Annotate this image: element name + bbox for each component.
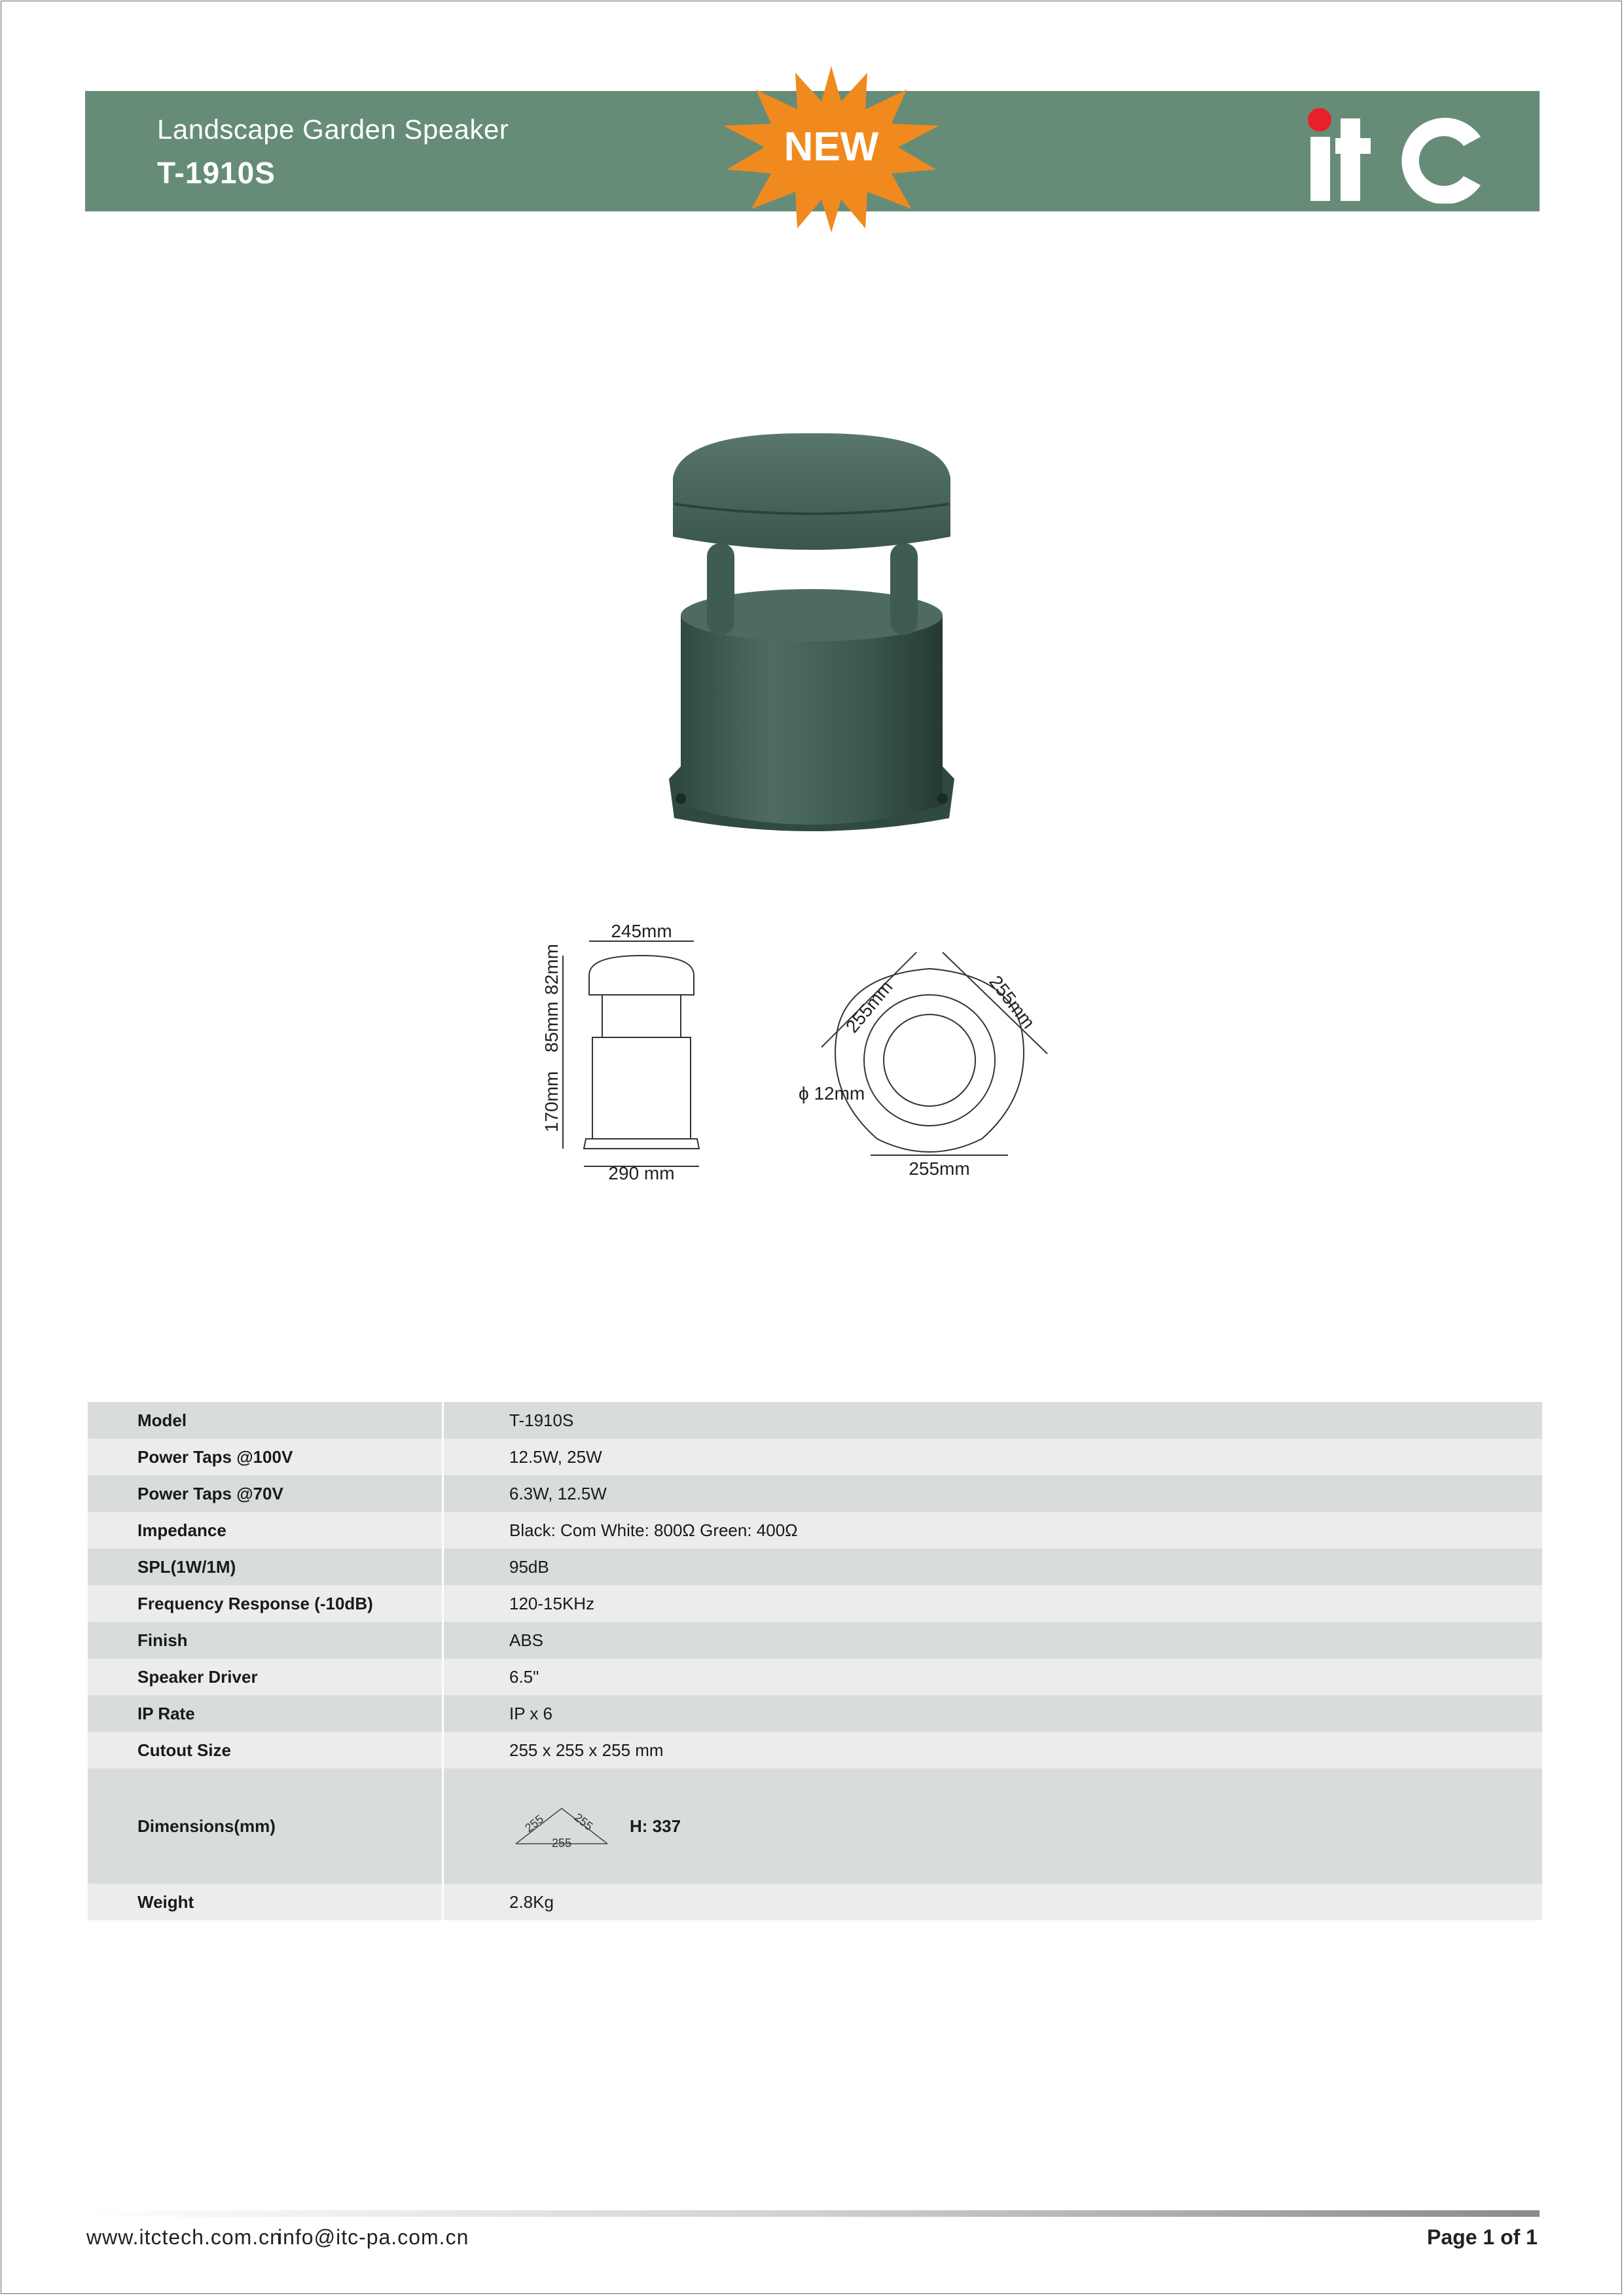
dim-bottom-edge: 255mm xyxy=(909,1158,970,1178)
product-model-title: T-1910S xyxy=(157,156,276,190)
spec-row-dimensions xyxy=(88,1768,1542,1884)
product-category-title: Landscape Garden Speaker xyxy=(157,114,509,145)
spec-label: IP Rate xyxy=(88,1695,443,1732)
spec-label: Speaker Driver xyxy=(88,1659,443,1695)
dim-height-top: 82mm xyxy=(541,944,562,995)
logo-t-stem xyxy=(1341,118,1360,201)
spec-value: 120-15KHz xyxy=(443,1585,1543,1622)
dim-height-bottom: 170mm xyxy=(541,1071,562,1132)
spec-label: Frequency Response (-10dB) xyxy=(88,1585,443,1622)
side-body-outline xyxy=(592,1037,691,1139)
dim-base-width: 290 mm xyxy=(608,1163,675,1183)
spec-value: T-1910S xyxy=(443,1402,1543,1439)
spec-label: Impedance xyxy=(88,1512,443,1549)
mini-label-bottom: 255 xyxy=(551,1837,572,1850)
product-photo xyxy=(655,425,969,864)
dim-top-width: 245mm xyxy=(611,923,672,941)
top-view-drawing xyxy=(792,929,1067,1178)
logo-t-bar xyxy=(1335,138,1371,154)
footer-divider xyxy=(85,2210,1540,2217)
dim-hole: ϕ 12mm xyxy=(799,1083,865,1103)
spec-row-model xyxy=(88,1402,1542,1439)
spec-label: Cutout Size xyxy=(88,1732,443,1768)
spec-row-frequency xyxy=(88,1585,1542,1622)
spec-label: Dimensions(mm) xyxy=(88,1768,443,1884)
dim-left-edge: 255mm xyxy=(841,977,897,1037)
mini-triangle-diagram xyxy=(509,1797,621,1856)
dim-height-mid: 85mm xyxy=(541,1001,562,1052)
logo-i-stem xyxy=(1310,137,1330,201)
spec-label: Finish xyxy=(88,1622,443,1659)
spec-row-driver xyxy=(88,1659,1542,1695)
dimensions-cell xyxy=(509,1797,1542,1856)
spec-row-power-70v xyxy=(88,1475,1542,1512)
logo-c-shape xyxy=(1401,118,1481,204)
spec-row-power-100v xyxy=(88,1439,1542,1475)
mini-label-left: 255 xyxy=(522,1812,547,1835)
spec-value: 2.8Kg xyxy=(443,1884,1543,1920)
spec-row-cutout xyxy=(88,1732,1542,1768)
spec-value: Black: Com White: 800Ω Green: 400Ω xyxy=(443,1512,1543,1549)
spec-label: Model xyxy=(88,1402,443,1439)
speaker-cap xyxy=(673,433,950,550)
spec-label: SPL(1W/1M) xyxy=(88,1549,443,1585)
spec-row-weight xyxy=(88,1884,1542,1920)
speaker-pillar-right xyxy=(890,543,918,635)
new-badge-text: NEW xyxy=(784,124,879,170)
spec-value: 12.5W, 25W xyxy=(443,1439,1543,1475)
spec-row-spl xyxy=(88,1549,1542,1585)
spec-value: 6.5" xyxy=(443,1659,1543,1695)
logo-red-dot xyxy=(1308,108,1331,132)
side-view-drawing xyxy=(537,923,746,1185)
itc-logo xyxy=(1303,105,1486,204)
spec-row-ip-rate xyxy=(88,1695,1542,1732)
footer-website-link[interactable]: www.itctech.com.cn xyxy=(86,2225,282,2249)
spec-table xyxy=(88,1402,1542,1920)
spec-value: IP x 6 xyxy=(443,1695,1543,1732)
spec-row-impedance xyxy=(88,1512,1542,1549)
header-band xyxy=(85,91,1540,211)
dim-right-edge: 255mm xyxy=(985,971,1039,1033)
spec-value: 95dB xyxy=(443,1549,1543,1585)
spec-row-finish xyxy=(88,1622,1542,1659)
spec-label: Power Taps @100V xyxy=(88,1439,443,1475)
new-badge xyxy=(720,63,943,234)
spec-value xyxy=(443,1768,1543,1884)
page-number: Page 1 of 1 xyxy=(1427,2225,1538,2249)
spec-value: ABS xyxy=(443,1622,1543,1659)
side-cap-outline xyxy=(589,956,694,995)
spec-value: 255 x 255 x 255 mm xyxy=(443,1732,1543,1768)
mini-label-right: 255 xyxy=(571,1810,596,1833)
side-base-outline xyxy=(584,1139,699,1149)
top-center-circle xyxy=(884,1014,975,1106)
speaker-screw-hole-right xyxy=(937,793,948,804)
dim-line-right xyxy=(943,952,1047,1054)
spec-label: Power Taps @70V xyxy=(88,1475,443,1512)
footer-email-link[interactable]: info@itc-pa.com.cn xyxy=(278,2225,469,2249)
speaker-pillar-left xyxy=(707,543,734,635)
speaker-screw-hole-left xyxy=(676,793,686,804)
spec-value: 6.3W, 12.5W xyxy=(443,1475,1543,1512)
spec-label: Weight xyxy=(88,1884,443,1920)
height-value: H: 337 xyxy=(630,1816,681,1836)
